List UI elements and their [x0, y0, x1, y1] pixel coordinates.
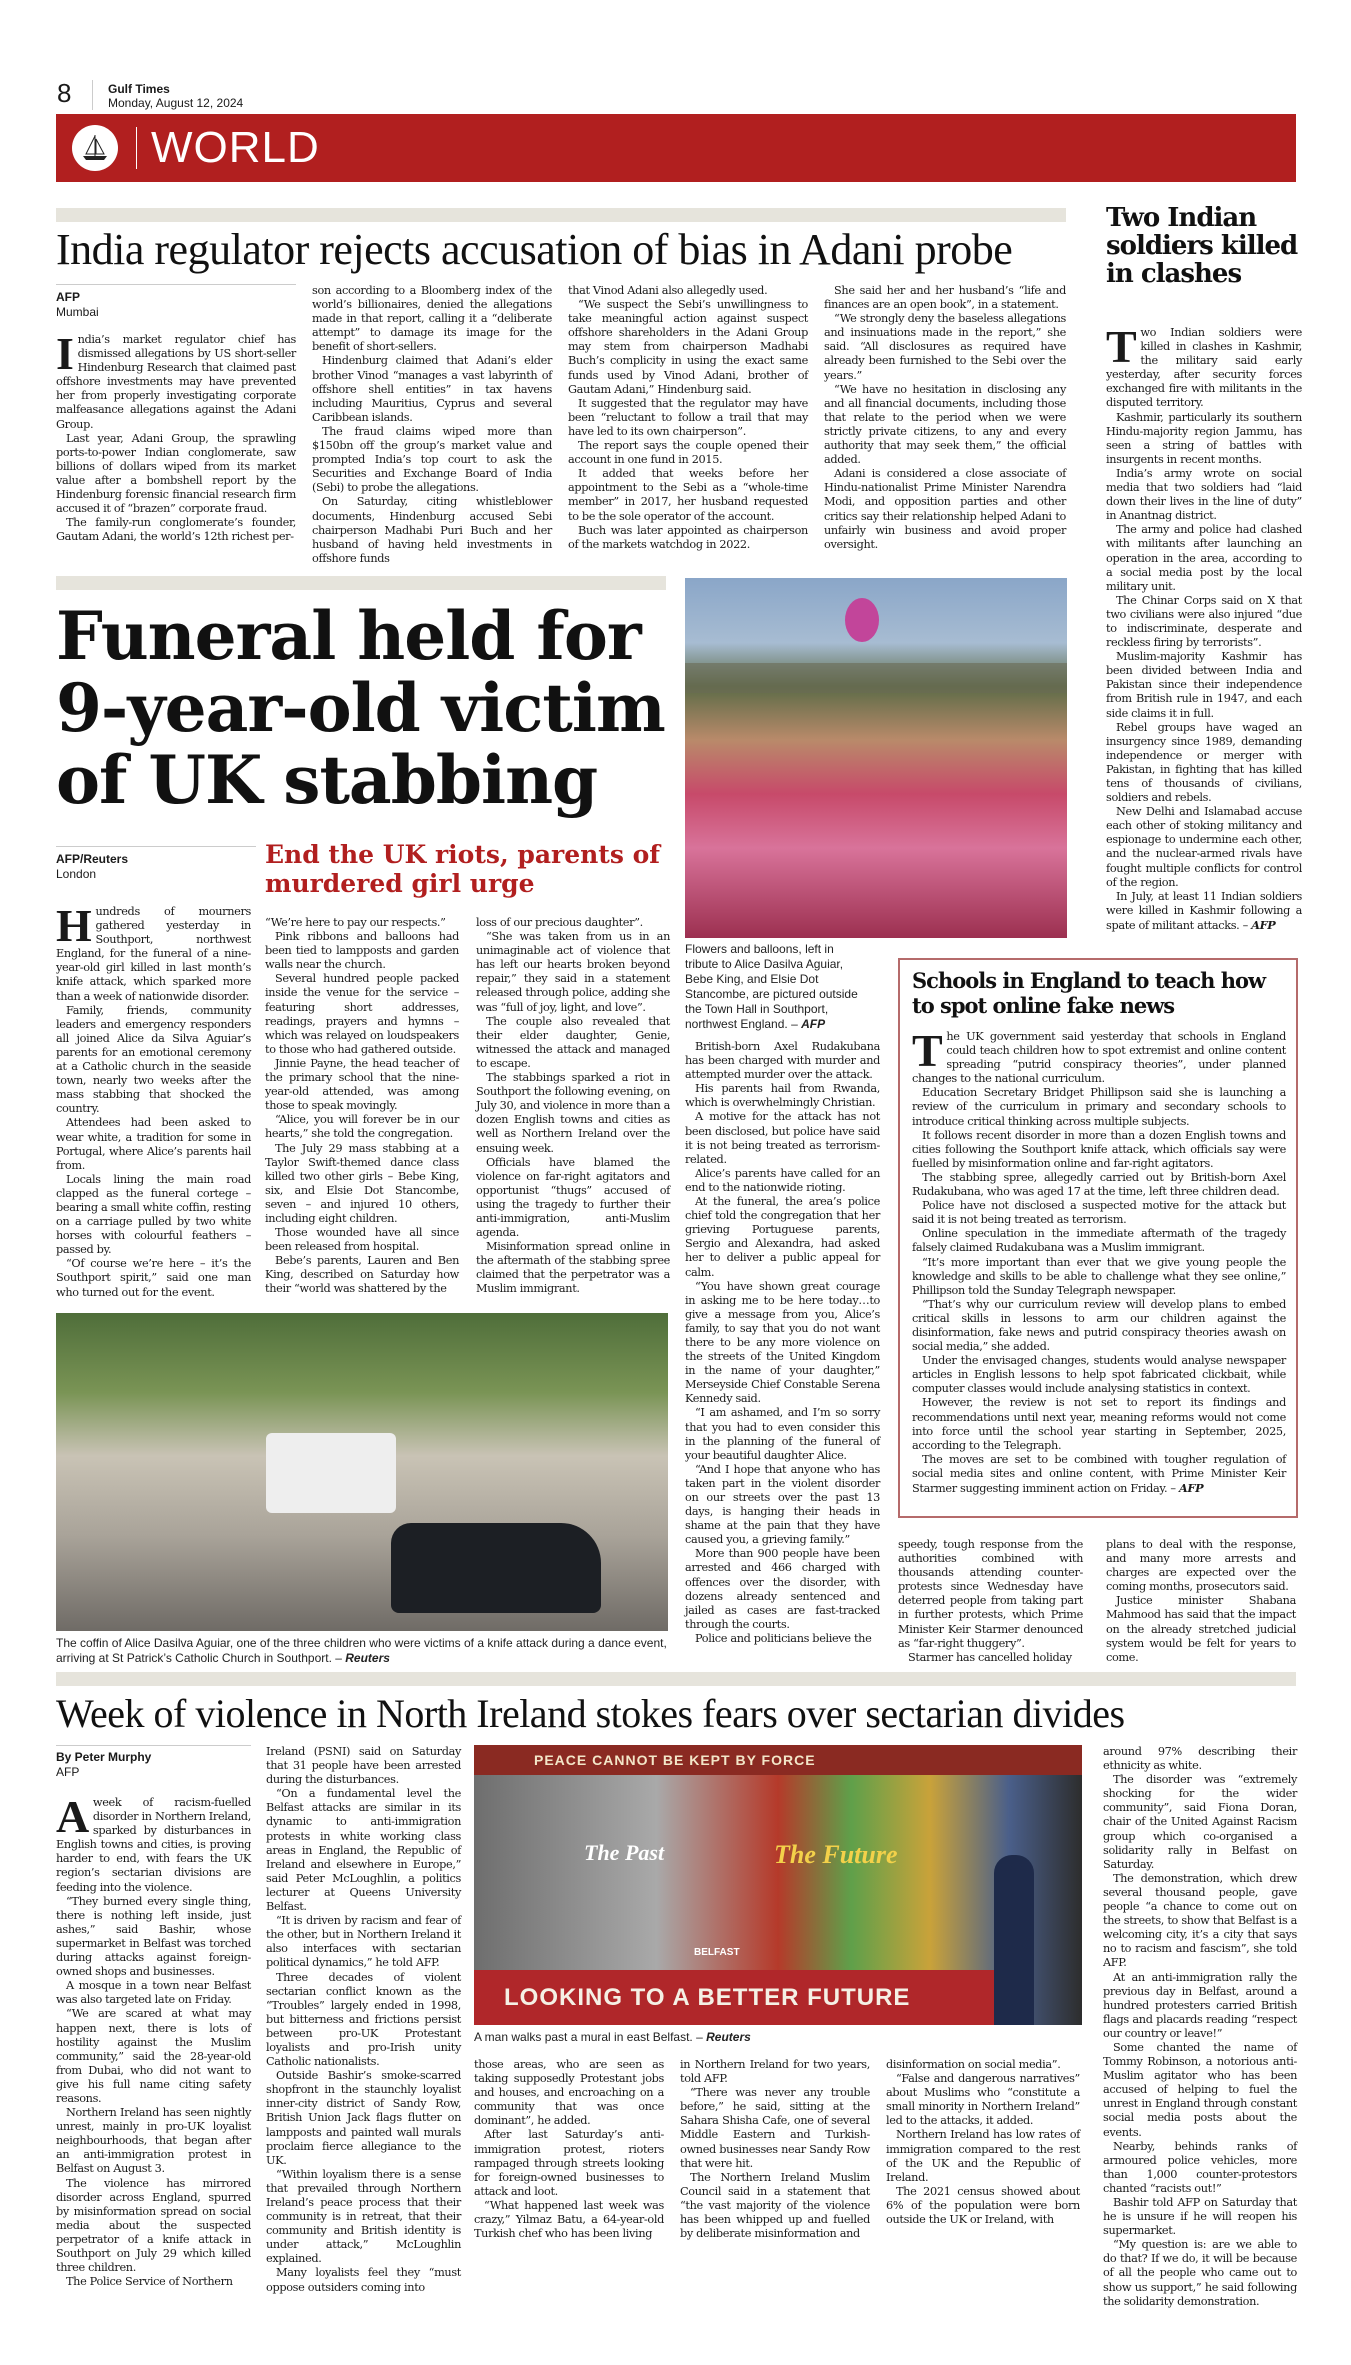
paragraph: At the funeral, the area’s police chief told the congregation that her grieving Portuguese parents, Sergio and Alexandra, had asked her to deliver a public appeal for calm.	[685, 1195, 880, 1279]
funeral-byline	[56, 852, 128, 882]
paragraph: Family, friends, community leaders and emergency responders all joined Alice da Silva Aguiar’s parents for an emotional ceremony at a Catholic church in the seaside town, nearly two weeks after the mass stabbing that shocked the country.	[56, 1003, 251, 1116]
dropcap: A	[56, 1791, 89, 1842]
dropcap: I	[56, 328, 74, 379]
mural-banner-bottom: LOOKING TO A BETTER FUTURE	[474, 1970, 994, 2025]
funeral-col-5	[898, 1538, 1083, 1665]
paragraph: Officials have blamed the violence on far-right agitators and opportunist “thugs” accused of using the tragedy to further their anti-immigration, anti-Muslim agenda.	[476, 1155, 670, 1240]
paragraph: India’s army wrote on social media that two soldiers had “laid down their lives in the line of duty” in Anantnag district.	[1106, 466, 1302, 523]
mural-text-future: The Future	[774, 1840, 898, 1869]
byline-author: By Peter Murphy	[56, 1750, 152, 1764]
paragraph: The violence has mirrored disorder across England, spurred by misinformation spread on social media about the suspected perpetrator of a knife attack in Southport on July 29 which killed three children.	[56, 2176, 251, 2275]
paragraph: “Within loyalism there is a sense that prevailed through Northern Ireland’s peace process that their community is in retreat, that their community and British identity is under attack,” McLoughlin explained.	[266, 2167, 461, 2266]
paragraph: plans to deal with the response, and many more arrests and charges are expected over the coming months, prosecutors said.	[1106, 1538, 1296, 1594]
funeral-col-1	[56, 900, 251, 1300]
paragraph: His parents hail from Rwanda, which is overwhelmingly Christian.	[685, 1082, 880, 1110]
paragraph: Hindenburg claimed that Adani’s elder brother Vinod “manages a vast labyrinth of offshore shell entities” in tax havens including Mauritius, Cyprus and several Caribbean islands.	[312, 354, 552, 424]
photo-credit: Reuters	[345, 1651, 390, 1665]
byline-agency: AFP	[56, 1765, 80, 1779]
paragraph: that Vinod Adani also allegedly used.	[568, 284, 768, 297]
funeral-cortege-photo	[56, 1313, 668, 1631]
paragraph: Muslim-majority Kashmir has been divided between India and Pakistan since their independence from British rule in 1947, and each side claims it in full.	[1106, 650, 1302, 720]
schools-body	[912, 1025, 1286, 1496]
photo-credit: AFP	[801, 1017, 826, 1031]
mural-banner-top: PEACE CANNOT BE KEPT BY FORCE	[474, 1745, 1082, 1775]
paragraph: “I am ashamed, and I’m so sorry that you had to even consider this in the planning of the funeral of your beautiful daughter Alice.	[685, 1406, 880, 1462]
paragraph: A mosque in a town near Belfast was also targeted late on Friday.	[56, 1979, 251, 2007]
paragraph: A motive for the attack has not been disclosed, but police have said it is not being treated as terrorism-related.	[685, 1110, 880, 1166]
dropcap: H	[56, 900, 92, 951]
paragraph: “What happened last week was crazy,” Yilmaz Batu, a 64-year-old Turkish chef who has been living	[474, 2198, 664, 2241]
paragraph: Three decades of violent sectarian conflict known as the “Troubles” largely ended in 1998, but bitterness and frictions persist between pro-UK Protestant loyalists and pro-Irish unity Catholic nationalists.	[266, 1970, 461, 2069]
paragraph: Adani is considered a close associate of Hindu-nationalist Prime Minister Narendra Modi, and opposition parties and other critics say their relationship helped Adani to unfairly win business and avoid proper oversight.	[824, 467, 1066, 551]
paragraph: Northern Ireland has low rates of immigration compared to the rest of the UK and the Republic of Ireland.	[886, 2128, 1080, 2184]
balloon-shape	[845, 598, 879, 642]
paragraph: “Alice, you will forever be in our hearts,” she told the congregation.	[265, 1113, 459, 1141]
paragraph: he UK government said yesterday that schools in England could teach children how to spot extremist and online content spreading “putrid conspiracy theories”, under planned changes to the national curriculum.	[912, 1030, 1286, 1086]
paragraph: Attendees had been asked to wear white, a tradition for some in Portugal, where Alice’s parents hail from.	[56, 1116, 251, 1172]
publication-date: Monday, August 12, 2024	[108, 96, 244, 110]
paragraph: “We are scared at what may happen next, there is lots of hostility against the Muslim community,” said the 28-year-old from Dubai, who did not want to give his full name citing safety reasons.	[56, 2007, 251, 2105]
paragraph: “That’s why our curriculum review will develop plans to embed critical skills in lessons to arm our children against the disinformation, fake news and putrid conspiracy theories awash on social media,” she added.	[912, 1297, 1286, 1354]
paragraph: son according to a Bloomberg index of the world’s billionaires, denied the allegations made in that report, calling it a “deliberate attempt” to damage its image for the benefit of short-sellers.	[312, 284, 552, 354]
paragraph: Bebe’s parents, Lauren and Ben King, described on Saturday how their “world was shattered by the	[265, 1254, 459, 1296]
paragraph: week of racism-fuelled disorder in Northern Ireland, sparked by disturbances in English towns and cities, is proving harder to end, with fears the UK region’s sectarian divisions are feeding into the violence.	[56, 1796, 251, 1894]
ireland-col-3	[474, 2058, 664, 2241]
paragraph: “You have shown great courage in asking me to be here today…to give a message from you, Alice’s family, to say that you do not want there to be any more violence on the streets of the United Kingdom in the name of your daughter,” Merseyside Chief Constable Serena Kennedy said.	[685, 1279, 880, 1406]
paragraph: Kashmir, particularly its southern Hindu-majority region Jammu, has seen a string of battles with insurgents in recent months.	[1106, 410, 1302, 466]
paragraph: At an anti-immigration rally the previous day in Belfast, around a hundred protesters carried British flags and placards reading “respect our country or leave!”	[1103, 1970, 1297, 2040]
paragraph: “False and dangerous narratives” about Muslims who “constitute a small minority in Northern Ireland” led to the attacks, it added.	[886, 2072, 1080, 2128]
adani-col-1	[56, 328, 296, 544]
paragraph: Last year, Adani Group, the sprawling ports-to-power Indian conglomerate, saw billions of dollars wiped from its market value after a bombshell report by the Hindenburg forensic financial research firm accused it of “brazen” corporate fraud.	[56, 431, 296, 516]
section-bar	[56, 114, 1296, 182]
paragraph: those areas, who are seen as taking supposedly Protestant jobs and houses, and encroaching on a community that was once dominant”, he added.	[474, 2058, 664, 2128]
paragraph: “My question is: are we able to do that? If we do, it will be because of all the people who came out to show us support,” he said following the solidarity demonstration.	[1103, 2238, 1297, 2308]
paragraph: However, the review is not set to report its findings and recommendations until next year, meaning reforms would not come into force until the school year starting in September, 2025, according to the Telegraph.	[912, 1396, 1286, 1452]
paragraph: Police have not disclosed a suspected motive for the attack but said it is not being treated as terrorism.	[912, 1199, 1286, 1227]
funeral-col-2	[265, 916, 459, 1297]
paragraph: The July 29 mass stabbing at a Taylor Swift-themed dance class killed two other girls – Bebe King, six, and Elsie Dot Stancombe, seven – and injured 10 others, including eight children.	[265, 1141, 459, 1225]
paragraph: Those wounded have all since been released from hospital.	[265, 1226, 459, 1254]
paragraph: “It is driven by racism and fear of the other, but in Northern Ireland it also interfaces with sectarian political dynamics,” he told AFP.	[266, 1914, 461, 1970]
paragraph: Justice minister Shabana Mahmood has said that the impact on the already stretched judicial system would be felt for years to come.	[1106, 1594, 1296, 1664]
paragraph: “We strongly deny the baseless allegations and insinuations made in the report,” she said. “All disclosures as required have already been furnished to the Sebi over the years.”	[824, 312, 1066, 382]
paragraph: Outside Bashir’s smoke-scarred shopfront in the staunchly loyalist inner-city district of Sandy Row, British Union Jack flags flutter on lampposts and painted wall murals proclaim fierce allegiance to the UK.	[266, 2069, 461, 2167]
folio-divider	[92, 80, 93, 110]
masthead	[108, 82, 243, 110]
hearse-shape	[391, 1523, 601, 1613]
paragraph: In July, at least 11 Indian soldiers were killed in Kashmir following a spate of militant attacks. –	[1106, 889, 1302, 932]
paragraph: The army and police had clashed with militants after launching an operation in the area, according to a social media post by the local military unit.	[1106, 523, 1302, 593]
funeral-headline: Funeral held for 9-year-old victim of UK stabbing	[56, 597, 665, 819]
photo-credit: Reuters	[706, 2030, 751, 2044]
schools-headline: Schools in England to teach how to spot online fake news	[912, 968, 1266, 1018]
adani-headline: India regulator rejects accusation of bias in Adani probe	[56, 225, 1013, 274]
paragraph: The Police Service of Northern	[66, 2275, 233, 2289]
paragraph: On Saturday, citing whistleblower documents, Hindenburg accused Sebi chairperson Madhabi Puri Buch and her husband of having held investments in offshore funds	[312, 495, 552, 565]
dhow-ship-icon	[72, 125, 118, 171]
paragraph: Northern Ireland has seen nightly unrest, mainly in pro-UK loyalist neighbourhoods, that began after an anti-immigration protest in Belfast on August 3.	[56, 2106, 251, 2176]
flowers-caption: Flowers and balloons, left in tribute to Alice Dasilva Aguiar, Bebe King, and Elsie Dot Stancombe, are pictured outside the Town Hall in Southport, northwest England. – AFP	[685, 942, 858, 1031]
paragraph: The Northern Ireland Muslim Council said in a statement that “the vast majority of the violence has been whipped up and fuelled by deliberate misinformation and	[680, 2170, 870, 2241]
kashmir-body	[1106, 321, 1302, 933]
kashmir-headline: Two Indian soldiers killed in clashes	[1106, 203, 1298, 289]
paragraph: in Northern Ireland for two years, told AFP.	[680, 2058, 870, 2086]
paragraph: Under the envisaged changes, students would analyse newspaper articles in English lessons to help spot fabricated clickbait, while computer classes would include analysing statistics in context.	[912, 1354, 1286, 1396]
paragraph: “We’re here to pay our respects.”	[265, 916, 446, 929]
paragraph: The disorder was “extremely shocking for the wider community”, said Fiona Doran, chair of the United Against Racism group which co-organised a solidarity rally in Belfast on Saturday.	[1103, 1773, 1297, 1871]
paragraph: around 97% describing their ethnicity as white.	[1103, 1745, 1297, 1773]
paragraph: The fraud claims wiped more than $150bn off the group’s market value and prompted India’s top court to ask the Securities and Exchange Board of India (Sebi) to probe the allegations.	[312, 424, 552, 495]
paragraph: “It’s more important than ever that we give young people the knowledge and skills to be able to challenge what they see online,” Phillipson told the Sunday Telegraph newspaper.	[912, 1255, 1286, 1297]
paragraph: “And I hope that anyone who has taken part in the violent disorder on our streets over the past 13 days, is hanging their heads in shame at the pain that they have caused you, a grieving family.”	[685, 1462, 880, 1547]
paragraph: disinformation on social media”.	[886, 2058, 1061, 2071]
adani-col-2	[312, 284, 552, 566]
belfast-mural-photo	[474, 1745, 1082, 2025]
paragraph: Alice’s parents have called for an end to the nationwide rioting.	[685, 1166, 880, 1194]
publication-name: Gulf Times	[108, 82, 170, 96]
ireland-col-6	[1103, 1745, 1297, 2309]
ireland-col-2	[266, 1745, 461, 2295]
dropcap: T	[912, 1025, 943, 1076]
byline-place: London	[56, 867, 97, 881]
ireland-col-4	[680, 2058, 870, 2241]
ireland-col-5	[886, 2058, 1080, 2227]
paragraph: The Chinar Corps said on X that two civilians were also injured “due to indiscriminate, desperate and reckless firing by terrorists”.	[1106, 593, 1302, 650]
adani-byline	[56, 290, 99, 320]
paragraph: Pink ribbons and balloons had been tied to lampposts and garden walls near the church.	[265, 930, 459, 972]
adani-col-3	[568, 284, 808, 552]
section-divider	[136, 127, 137, 169]
funeral-col-4	[685, 1040, 880, 1646]
paragraph: The moves are set to be combined with tougher regulation of social media sites and online content, with Prime Minister Keir Starmer suggesting imminent action on Friday. –	[912, 1452, 1286, 1495]
adani-col-4	[824, 284, 1066, 552]
ireland-col-1	[56, 1791, 251, 2289]
paragraph: ndia’s market regulator chief has dismissed allegations by US short-seller Hindenburg Research that claimed past offshore investments may have prevented her from properly investigating corporate malfeasance allegations against the Adani Group.	[56, 333, 296, 431]
paragraph: Some chanted the name of Tommy Robinson, a notorious anti-Muslim agitator who has been accused of helping to fuel the unrest in England through constant social media posts about the events.	[1103, 2040, 1297, 2139]
flowers-photo	[685, 578, 1067, 938]
paragraph: More than 900 people have been arrested and 466 charged with offences over the disorder, with dozens already sentenced and jailed as cases are fast-tracked through the courts.	[685, 1547, 880, 1631]
funeral-col-6	[1106, 1538, 1296, 1665]
paragraph: Ireland (PSNI) said on Saturday that 31 people have been arrested during the disturbances.	[266, 1745, 461, 1787]
paragraph: Locals lining the main road clapped as the funeral cortege – bearing a small white coffin, resting on a carriage pulled by two white horses with colourful feathers – passed by.	[56, 1172, 251, 1257]
paragraph: Police and politicians believe the	[695, 1631, 872, 1645]
byline-agency: AFP	[56, 290, 80, 304]
paragraph: It added that weeks before her appointment to the Sebi as a “whole-time member” in 2017, her husband requested to be the sole operator of the account.	[568, 467, 808, 523]
funeral-subhead: End the UK riots, parents of murdered girl urge	[265, 840, 661, 898]
credit: AFP	[1178, 1481, 1204, 1495]
paragraph: Buch was later appointed as chairperson of the markets watchdog in 2022.	[568, 523, 808, 551]
paragraph: Nearby, behinds ranks of armoured police vehicles, more than 1,000 counter-protestors chanted “racists out!”	[1103, 2139, 1297, 2195]
paragraph: Several hundred people packed inside the venue for the service – featuring short addresses, readings, prayers and hymns – which was relayed on loudspeakers to those who had gathered outside.	[265, 972, 459, 1056]
paragraph: undreds of mourners gathered yesterday in Southport, northwest England, for the funeral of a nine-year-old girl killed in last month’s knife attack, which sparked more than a week of nationwide disorder.	[56, 905, 251, 1003]
funeral-col-3	[476, 916, 670, 1297]
story-rule	[56, 1672, 1296, 1686]
credit: AFP	[1251, 917, 1276, 932]
paragraph: “We have no hesitation in disclosing any and all financial documents, including those that relate to the period when we were strictly private citizens, to any and every authority that may seek them,” the official added.	[824, 382, 1066, 467]
section-title: WORLD	[151, 123, 320, 172]
carriage-shape	[266, 1433, 396, 1513]
paragraph: She said her and her husband’s “life and finances are an open book”, in a statement.	[824, 284, 1066, 312]
paragraph: “There was never any trouble before,” he said, sitting at the Sahara Shisha Cafe, one of several Middle Eastern and Turkish-owned businesses near Sandy Row that were hit.	[680, 2086, 870, 2170]
paragraph: Many loyalists feel they “must oppose outsiders coming into	[266, 2266, 461, 2294]
coffin-caption: The coffin of Alice Dasilva Aguiar, one of the three children who were victims of a knife attack during a dance event, arriving at St Patrick’s Catholic Church in Southport. – Reuters	[56, 1636, 667, 1665]
paragraph: speedy, tough response from the authorities combined with thousands attending counter-protests since Wednesday have deterred people from taking part in further protests, which Prime Minister Keir Starmer denounced as “far-right thuggery”.	[898, 1538, 1083, 1650]
paragraph: loss of our precious daughter”.	[476, 916, 643, 929]
paragraph: The stabbing spree, allegedly carried out by British-born Axel Rudakubana, who was aged 17 at the time, left three children dead.	[912, 1170, 1286, 1199]
paragraph: The 2021 census showed about 6% of the population were born outside the UK or Ireland, with	[886, 2184, 1080, 2227]
byline-rule	[56, 284, 296, 285]
paragraph: Jinnie Payne, the head teacher of the primary school that the nine-year-old attended, was among those to speak movingly.	[265, 1056, 459, 1113]
mural-text-belfast: BELFAST	[694, 1947, 740, 1958]
ireland-byline	[56, 1750, 151, 1780]
paragraph: “We suspect the Sebi’s unwillingness to take meaningful action against suspect offshore shareholders in the Adani Group may stem from chairperson Madhabi Buch’s complicity in using the exact same funds used by Vinod Adani, brother of Gautam Adani,” Hindenburg said.	[568, 298, 808, 396]
ireland-headline: Week of violence in North Ireland stokes fears over sectarian divides	[56, 1691, 1125, 1736]
mural-caption: A man walks past a mural in east Belfast. – Reuters	[474, 2030, 751, 2044]
mural-text-past: The Past	[584, 1840, 665, 1865]
paragraph: Bashir told AFP on Saturday that he is unsure if he will reopen his supermarket.	[1103, 2196, 1297, 2238]
man-walking-shape	[994, 1855, 1034, 2025]
paragraph: “She was taken from us in an unimaginable act of violence that has left our hearts broken beyond repair,” they said in a statement released through police, adding she was “full of joy, light, and love”.	[476, 930, 670, 1014]
paragraph: Misinformation spread online in the aftermath of the stabbing spree claimed that the perpetrator was a Muslim immigrant.	[476, 1240, 670, 1296]
paragraph: “Of course we’re here – it’s the Southport spirit,” said one man who turned out for the event.	[56, 1257, 251, 1299]
dropcap: T	[1106, 321, 1137, 372]
paragraph: After last Saturday’s anti-immigration protest, rioters rampaged through streets looking for foreign-owned businesses to attack and loot.	[474, 2128, 664, 2198]
paragraph: The demonstration, which drew several thousand people, gave people “a chance to come out on the streets, to show that Belfast is a welcoming city, it’s a city that says no to racism and fascism”, she told AFP.	[1103, 1871, 1297, 1970]
paragraph: It suggested that the regulator may have been “reluctant to follow a trail that may have led to its own chairperson”.	[568, 396, 808, 438]
paragraph: Starmer has cancelled holiday	[908, 1650, 1072, 1664]
paragraph: It follows recent disorder in more than a dozen English towns and cities following the Southport knife attack, which officials say were fuelled by misinformation online and far-right agitators.	[912, 1128, 1286, 1170]
paragraph: The stabbings sparked a riot in Southport the following evening, on July 30, and violence in more than a dozen English towns and cities as well as Northern Ireland over the ensuing week.	[476, 1071, 670, 1155]
paragraph: The couple also revealed that their elder daughter, Genie, witnessed the attack and managed to escape.	[476, 1014, 670, 1070]
paragraph: The family-run conglomerate’s founder, Gautam Adani, the world’s 12th richest per-	[56, 516, 296, 544]
paragraph: “They burned every single thing, there is nothing left inside, just ashes,” said Bashir, whose supermarket in Belfast was torched during attacks against foreign-owned shops and businesses.	[56, 1894, 251, 1979]
paragraph: wo Indian soldiers were killed in clashes in Kashmir, the military said early yesterday, after security forces exchanged fire with militants in the disputed territory.	[1106, 326, 1302, 410]
paragraph: Online speculation in the immediate aftermath of the tragedy falsely claimed Rudakubana was a Muslim immigrant.	[912, 1227, 1286, 1255]
paragraph: British-born Axel Rudakubana has been charged with murder and attempted murder over the attack.	[685, 1040, 880, 1082]
byline-rule	[56, 1745, 251, 1746]
paragraph: Education Secretary Bridget Phillipson said she is launching a review of the curriculum in primary and secondary schools to introduce critical thinking across multiple subjects.	[912, 1086, 1286, 1128]
byline-rule	[56, 846, 256, 847]
byline-place: Mumbai	[56, 305, 99, 319]
story-rule	[56, 576, 666, 590]
story-rule	[56, 208, 1066, 222]
byline-agency: AFP/Reuters	[56, 852, 129, 866]
page-number: 8	[57, 78, 72, 108]
paragraph: Rebel groups have waged an insurgency since 1989, demanding independence or merger with Pakistan, in fighting that has killed tens of thousands of civilians, soldiers and rebels.	[1106, 720, 1302, 805]
paragraph: The report says the couple opened their account in one fund in 2015.	[568, 439, 808, 467]
paragraph: New Delhi and Islamabad accuse each other of stoking militancy and espionage to undermine each other, and the nuclear-armed rivals have fought multiple conflicts for control of the region.	[1106, 805, 1302, 889]
paragraph: “On a fundamental level the Belfast attacks are similar in its dynamic to anti-immigration protests in white working class areas in England, the Republic of Ireland and elsewhere in Europe,” said Peter McLoughlin, a politics lecturer at Queens University Belfast.	[266, 1787, 461, 1914]
